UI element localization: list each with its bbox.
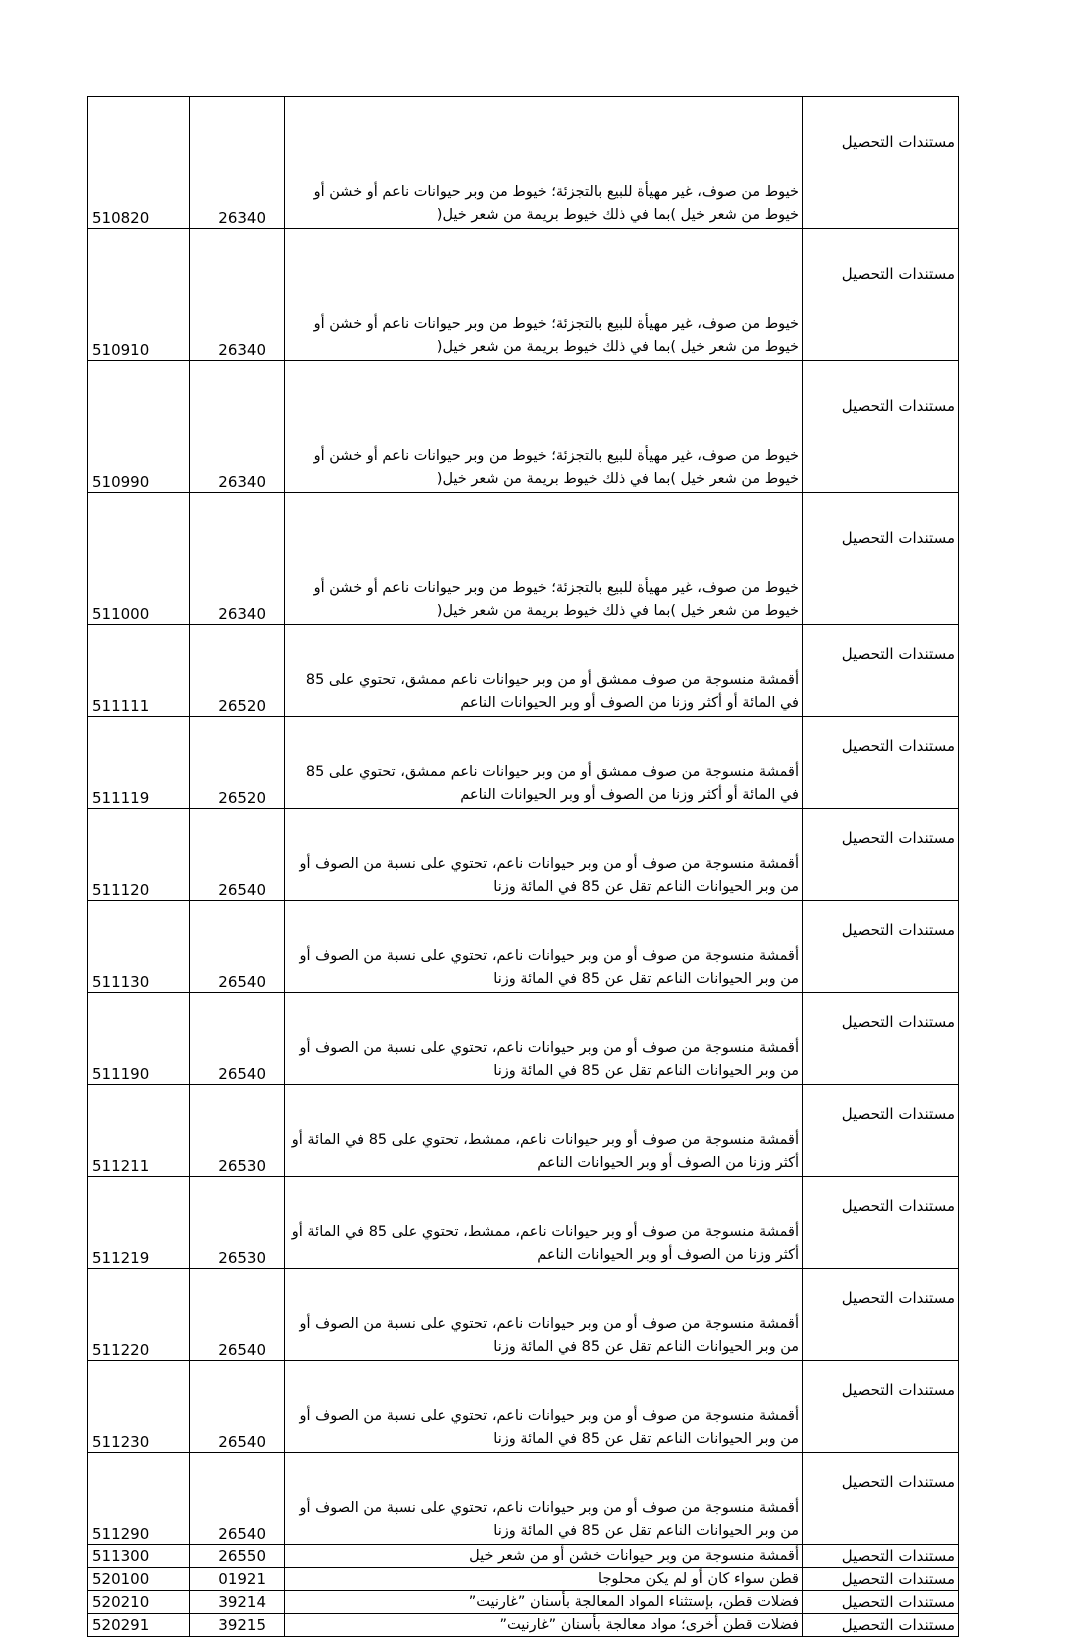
table-row xyxy=(88,1269,959,1361)
product-code-cell: 26540 xyxy=(190,1269,285,1361)
product-code-cell: 39215 xyxy=(190,1614,285,1637)
table-row xyxy=(88,1591,959,1614)
product-code-cell: 26540 xyxy=(190,1361,285,1453)
description-cell: قطن سواء كان أو لم يكن محلوجا xyxy=(285,1568,803,1591)
hs-code-cell: 511120 xyxy=(88,809,190,901)
product-code-cell: 26340 xyxy=(190,229,285,361)
hs-code-cell: 511111 xyxy=(88,625,190,717)
payment-document-cell: مستندات التحصيل xyxy=(803,97,959,229)
table-row xyxy=(88,1545,959,1568)
description-cell: خيوط من صوف، غير مهيأة للبيع بالتجزئة؛ خيوط من وبر حيوانات ناعم أو خشن أو خيوط من شعر خيل )بما في ذلك خيوط بريمة من شعر خيل( xyxy=(285,97,803,229)
description-cell: أقمشة منسوجة من صوف أو من وبر حيوانات ناعم، تحتوي على نسبة من الصوف أو من وبر الحيوانات الناعم تقل عن 85 في المائة وزنا xyxy=(285,901,803,993)
payment-document-cell: مستندات التحصيل xyxy=(803,493,959,625)
payment-document-cell: مستندات التحصيل xyxy=(803,1085,959,1177)
hs-code-cell: 511190 xyxy=(88,993,190,1085)
product-code-cell: 26540 xyxy=(190,901,285,993)
table-row xyxy=(88,97,959,229)
product-code-cell: 26550 xyxy=(190,1545,285,1568)
table-row xyxy=(88,1568,959,1591)
hs-code-cell: 511290 xyxy=(88,1453,190,1545)
tariff-table xyxy=(87,96,959,1637)
payment-document-cell: مستندات التحصيل xyxy=(803,1545,959,1568)
description-cell: أقمشة منسوجة من صوف أو من وبر حيوانات ناعم، تحتوي على نسبة من الصوف أو من وبر الحيوانات الناعم تقل عن 85 في المائة وزنا xyxy=(285,1453,803,1545)
description-cell: أقمشة منسوجة من صوف أو من وبر حيوانات ناعم، تحتوي على نسبة من الصوف أو من وبر الحيوانات الناعم تقل عن 85 في المائة وزنا xyxy=(285,1269,803,1361)
product-code-cell: 26540 xyxy=(190,809,285,901)
description-cell: خيوط من صوف، غير مهيأة للبيع بالتجزئة؛ خيوط من وبر حيوانات ناعم أو خشن أو خيوط من شعر خيل )بما في ذلك خيوط بريمة من شعر خيل( xyxy=(285,229,803,361)
hs-code-cell: 511230 xyxy=(88,1361,190,1453)
product-code-cell: 26520 xyxy=(190,625,285,717)
table-row xyxy=(88,1177,959,1269)
payment-document-cell: مستندات التحصيل xyxy=(803,717,959,809)
description-cell: خيوط من صوف، غير مهيأة للبيع بالتجزئة؛ خيوط من وبر حيوانات ناعم أو خشن أو خيوط من شعر خيل )بما في ذلك خيوط بريمة من شعر خيل( xyxy=(285,361,803,493)
hs-code-cell: 520100 xyxy=(88,1568,190,1591)
product-code-cell: 26340 xyxy=(190,361,285,493)
payment-document-cell: مستندات التحصيل xyxy=(803,1361,959,1453)
payment-document-cell: مستندات التحصيل xyxy=(803,229,959,361)
table-body xyxy=(88,97,959,1637)
hs-code-cell: 511119 xyxy=(88,717,190,809)
description-cell: فضلات قطن أخرى؛ مواد معالجة بأسنان ”غارنيت” xyxy=(285,1614,803,1637)
table-row xyxy=(88,493,959,625)
hs-code-cell: 511220 xyxy=(88,1269,190,1361)
hs-code-cell: 520291 xyxy=(88,1614,190,1637)
table-row xyxy=(88,809,959,901)
hs-code-cell: 510990 xyxy=(88,361,190,493)
hs-code-cell: 510910 xyxy=(88,229,190,361)
description-cell: أقمشة منسوجة من صوف أو من وبر حيوانات ناعم، تحتوي على نسبة من الصوف أو من وبر الحيوانات الناعم تقل عن 85 في المائة وزنا xyxy=(285,1361,803,1453)
product-code-cell: 26530 xyxy=(190,1177,285,1269)
description-cell: أقمشة منسوجة من وبر حيوانات خشن أو من شعر خيل xyxy=(285,1545,803,1568)
payment-document-cell: مستندات التحصيل xyxy=(803,1269,959,1361)
description-cell: أقمشة منسوجة من صوف أو وبر حيوانات ناعم، ممشط، تحتوي على 85 في المائة أو أكثر وزنا من الصوف أو وبر الحيوانات الناعم xyxy=(285,1085,803,1177)
description-cell: أقمشة منسوجة من صوف أو من وبر حيوانات ناعم، تحتوي على نسبة من الصوف أو من وبر الحيوانات الناعم تقل عن 85 في المائة وزنا xyxy=(285,809,803,901)
hs-code-cell: 511300 xyxy=(88,1545,190,1568)
payment-document-cell: مستندات التحصيل xyxy=(803,625,959,717)
product-code-cell: 26540 xyxy=(190,1453,285,1545)
table-row xyxy=(88,993,959,1085)
description-cell: فضلات قطن، بإستثناء المواد المعالجة بأسنان ”غارنيت” xyxy=(285,1591,803,1614)
payment-document-cell: مستندات التحصيل xyxy=(803,361,959,493)
hs-code-cell: 511000 xyxy=(88,493,190,625)
payment-document-cell: مستندات التحصيل xyxy=(803,993,959,1085)
table-row xyxy=(88,717,959,809)
product-code-cell: 26340 xyxy=(190,493,285,625)
description-cell: أقمشة منسوجة من صوف ممشق أو من وبر حيوانات ناعم ممشق، تحتوي على 85 في المائة أو أكثر وزنا من الصوف أو وبر الحيوانات الناعم xyxy=(285,717,803,809)
table-row xyxy=(88,1614,959,1637)
table-row xyxy=(88,901,959,993)
product-code-cell: 26530 xyxy=(190,1085,285,1177)
description-cell: أقمشة منسوجة من صوف ممشق أو من وبر حيوانات ناعم ممشق، تحتوي على 85 في المائة أو أكثر وزنا من الصوف أو وبر الحيوانات الناعم xyxy=(285,625,803,717)
hs-code-cell: 511219 xyxy=(88,1177,190,1269)
table-row xyxy=(88,361,959,493)
product-code-cell: 26520 xyxy=(190,717,285,809)
hs-code-cell: 520210 xyxy=(88,1591,190,1614)
product-code-cell: 26340 xyxy=(190,97,285,229)
payment-document-cell: مستندات التحصيل xyxy=(803,809,959,901)
hs-code-cell: 511211 xyxy=(88,1085,190,1177)
description-cell: أقمشة منسوجة من صوف أو وبر حيوانات ناعم، ممشط، تحتوي على 85 في المائة أو أكثر وزنا من الصوف أو وبر الحيوانات الناعم xyxy=(285,1177,803,1269)
table-row xyxy=(88,1085,959,1177)
table-row xyxy=(88,1361,959,1453)
hs-code-cell: 510820 xyxy=(88,97,190,229)
payment-document-cell: مستندات التحصيل xyxy=(803,1568,959,1591)
table-row xyxy=(88,229,959,361)
payment-document-cell: مستندات التحصيل xyxy=(803,901,959,993)
payment-document-cell: مستندات التحصيل xyxy=(803,1177,959,1269)
product-code-cell: 39214 xyxy=(190,1591,285,1614)
payment-document-cell: مستندات التحصيل xyxy=(803,1453,959,1545)
table-row xyxy=(88,625,959,717)
hs-code-cell: 511130 xyxy=(88,901,190,993)
description-cell: خيوط من صوف، غير مهيأة للبيع بالتجزئة؛ خيوط من وبر حيوانات ناعم أو خشن أو خيوط من شعر خيل )بما في ذلك خيوط بريمة من شعر خيل( xyxy=(285,493,803,625)
table-row xyxy=(88,1453,959,1545)
product-code-cell: 01921 xyxy=(190,1568,285,1591)
description-cell: أقمشة منسوجة من صوف أو من وبر حيوانات ناعم، تحتوي على نسبة من الصوف أو من وبر الحيوانات الناعم تقل عن 85 في المائة وزنا xyxy=(285,993,803,1085)
product-code-cell: 26540 xyxy=(190,993,285,1085)
payment-document-cell: مستندات التحصيل xyxy=(803,1591,959,1614)
payment-document-cell: مستندات التحصيل xyxy=(803,1614,959,1637)
